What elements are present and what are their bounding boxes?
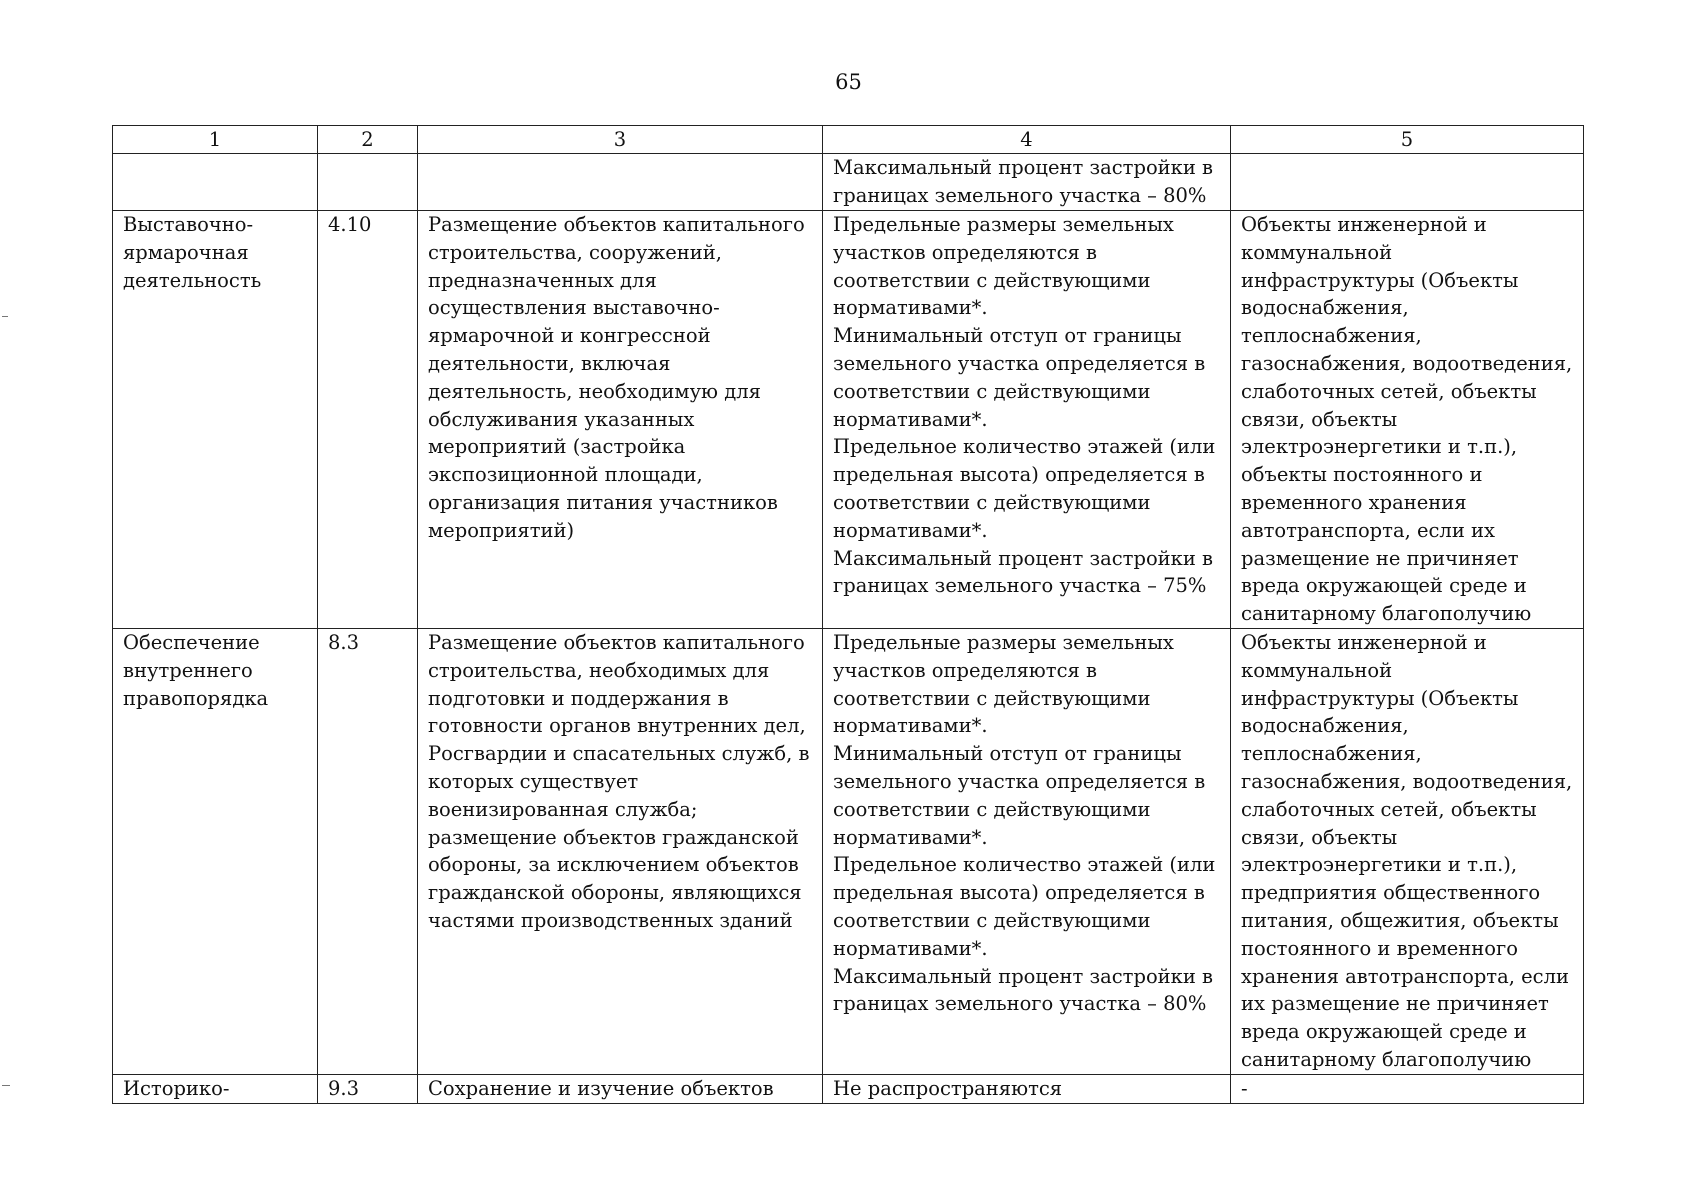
code-cell: 9.3	[318, 1074, 418, 1103]
header-cell: 2	[318, 126, 418, 154]
description-cell: Размещение объектов капитального строительства, сооружений, предназначенных для осуществления выставочно- ярмарочной и конгрессной деятельности, включая деятельность, необходимую для обслуживания указанных мероприятий (застройка экспозиционной площади, организация питания участников мероприятий)	[418, 211, 823, 629]
auxiliary-uses-cell: Объекты инженерной и коммунальной инфраструктуры (Объекты водоснабжения, теплоснабжения, газоснабжения, водоотведения, слаботочных сетей, объекты связи, объекты электроэнергетики и т.п.), предприятия общественного питания, общежития, объекты постоянного и временного хранения автотранспорта, если их размещение не причиняет вреда окружающей среде и санитарному благополучию	[1231, 628, 1584, 1074]
auxiliary-uses-cell: -	[1231, 1074, 1584, 1103]
description-cell: Размещение объектов капитального строительства, необходимых для подготовки и поддержания в готовности органов внутренних дел, Росгвардии и спасательных служб, в которых существует военизированная служба; размещение объектов гражданской обороны, за исключением объектов гражданской обороны, являющихся частями производственных зданий	[418, 628, 823, 1074]
zoning-table	[112, 125, 1584, 1104]
table-row	[113, 154, 1584, 211]
parameters-cell: Максимальный процент застройки в границах земельного участка – 80%	[823, 154, 1231, 211]
table-row	[113, 1074, 1584, 1103]
header-cell: 1	[113, 126, 318, 154]
parameters-cell: Не распространяются	[823, 1074, 1231, 1103]
code-cell: 4.10	[318, 211, 418, 629]
use-type-cell: Обеспечение внутреннего правопорядка	[113, 628, 318, 1074]
header-row	[113, 126, 1584, 154]
description-cell: Сохранение и изучение объектов	[418, 1074, 823, 1103]
auxiliary-uses-cell: Объекты инженерной и коммунальной инфраструктуры (Объекты водоснабжения, теплоснабжения, газоснабжения, водоотведения, слаботочных сетей, объекты связи, объекты электроэнергетики и т.п.), объекты постоянного и временного хранения автотранспорта, если их размещение не причиняет вреда окружающей среде и санитарному благополучию	[1231, 211, 1584, 629]
page-number: 65	[835, 70, 862, 94]
description-cell	[418, 154, 823, 211]
table-row	[113, 628, 1584, 1074]
code-cell	[318, 154, 418, 211]
use-type-cell	[113, 154, 318, 211]
code-cell: 8.3	[318, 628, 418, 1074]
header-cell: 3	[418, 126, 823, 154]
scan-edge-mark-top	[2, 316, 8, 317]
parameters-cell: Предельные размеры земельных участков определяются в соответствии с действующими нормативами*. Минимальный отступ от границы земельного участка определяется в соответствии с действующими нормативами*. Предельное количество этажей (или предельная высота) определяется в соответствии с действующими нормативами*. Максимальный процент застройки в границах земельного участка – 80%	[823, 628, 1231, 1074]
table-row	[113, 211, 1584, 629]
use-type-cell: Выставочно- ярмарочная деятельность	[113, 211, 318, 629]
header-cell: 5	[1231, 126, 1584, 154]
header-cell: 4	[823, 126, 1231, 154]
use-type-cell: Историко-	[113, 1074, 318, 1103]
scan-edge-mark-bottom	[2, 1085, 10, 1086]
parameters-cell: Предельные размеры земельных участков определяются в соответствии с действующими нормативами*. Минимальный отступ от границы земельного участка определяется в соответствии с действующими нормативами*. Предельное количество этажей (или предельная высота) определяется в соответствии с действующими нормативами*. Максимальный процент застройки в границах земельного участка – 75%	[823, 211, 1231, 629]
auxiliary-uses-cell	[1231, 154, 1584, 211]
